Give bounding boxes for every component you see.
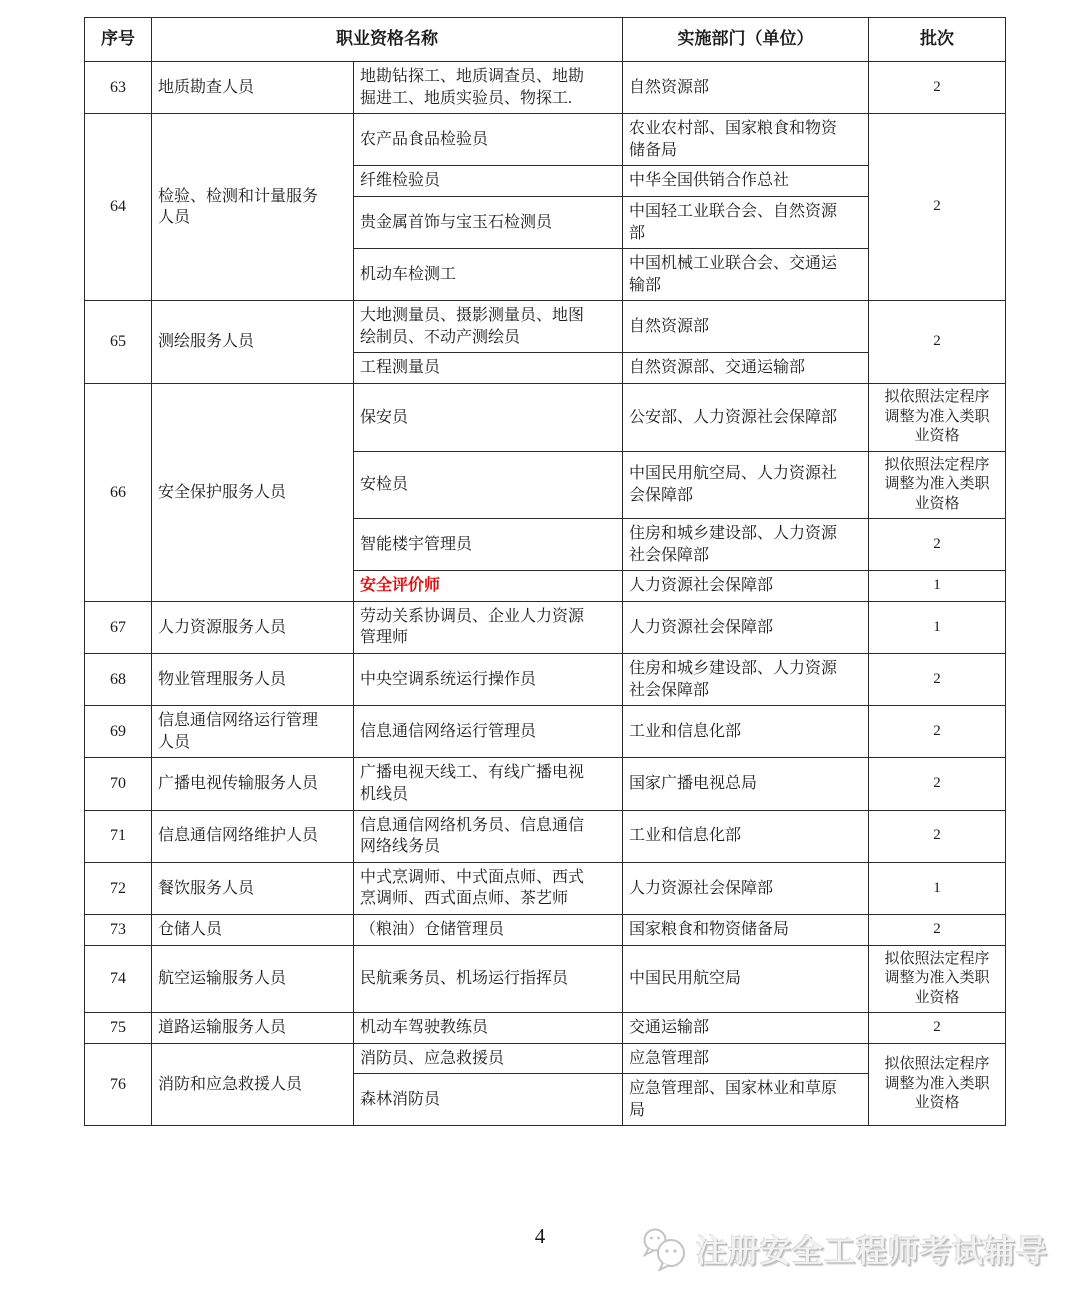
table-body <box>85 61 1006 1126</box>
cell-department: 人力资源社会保障部 <box>623 571 869 602</box>
cell-qualification-name: 机动车驾驶教练员 <box>354 1013 623 1044</box>
cell-serial-number: 68 <box>85 654 152 706</box>
cell-category-name: 地质勘查人员 <box>152 61 354 113</box>
cell-category-name: 安全保护服务人员 <box>152 384 354 602</box>
table-row <box>85 810 1006 862</box>
table-row <box>85 114 1006 166</box>
cell-department: 工业和信息化部 <box>623 706 869 758</box>
cell-serial-number: 64 <box>85 114 152 301</box>
table-header-row <box>85 18 1006 62</box>
table-row <box>85 862 1006 914</box>
cell-department: 工业和信息化部 <box>623 810 869 862</box>
cell-serial-number: 71 <box>85 810 152 862</box>
cell-qualification-name: 纤维检验员 <box>354 166 623 197</box>
table-row <box>85 914 1006 945</box>
cell-qualification-name: 广播电视天线工、有线广播电视机线员 <box>354 758 623 810</box>
cell-qualification-name: 劳动关系协调员、企业人力资源管理师 <box>354 601 623 653</box>
cell-serial-number: 65 <box>85 301 152 384</box>
cell-batch: 拟依照法定程序调整为准入类职业资格 <box>869 384 1006 452</box>
cell-qualification-name: 安全评价师 <box>354 571 623 602</box>
cell-serial-number: 72 <box>85 862 152 914</box>
cell-qualification-name: 地勘钻探工、地质调查员、地勘掘进工、地质实验员、物探工. <box>354 61 623 113</box>
table-row <box>85 601 1006 653</box>
table-row <box>85 758 1006 810</box>
cell-department: 中国机械工业联合会、交通运输部 <box>623 249 869 301</box>
header-department: 实施部门（单位） <box>623 18 869 62</box>
header-serial-number: 序号 <box>85 18 152 62</box>
cell-department: 人力资源社会保障部 <box>623 862 869 914</box>
table-row <box>85 654 1006 706</box>
cell-batch: 2 <box>869 758 1006 810</box>
table-row <box>85 945 1006 1013</box>
watermark <box>640 1226 1048 1271</box>
cell-qualification-name: 森林消防员 <box>354 1074 623 1126</box>
cell-qualification-name: 智能楼宇管理员 <box>354 519 623 571</box>
cell-department: 交通运输部 <box>623 1013 869 1044</box>
cell-category-name: 仓储人员 <box>152 914 354 945</box>
cell-department: 自然资源部、交通运输部 <box>623 353 869 384</box>
cell-batch: 拟依照法定程序调整为准入类职业资格 <box>869 1043 1006 1126</box>
cell-department: 农业农村部、国家粮食和物资储备局 <box>623 114 869 166</box>
cell-serial-number: 63 <box>85 61 152 113</box>
cell-serial-number: 70 <box>85 758 152 810</box>
watermark-text: 注册安全工程师考试辅导 <box>696 1234 1048 1269</box>
cell-batch: 2 <box>869 114 1006 301</box>
table-row <box>85 61 1006 113</box>
cell-category-name: 人力资源服务人员 <box>152 601 354 653</box>
cell-category-name: 测绘服务人员 <box>152 301 354 384</box>
cell-department: 自然资源部 <box>623 301 869 353</box>
wechat-icon <box>640 1227 688 1271</box>
cell-category-name: 物业管理服务人员 <box>152 654 354 706</box>
header-batch: 批次 <box>869 18 1006 62</box>
cell-qualification-name: 大地测量员、摄影测量员、地图绘制员、不动产测绘员 <box>354 301 623 353</box>
cell-qualification-name: 信息通信网络机务员、信息通信网络线务员 <box>354 810 623 862</box>
cell-batch: 2 <box>869 1013 1006 1044</box>
cell-qualification-name: 中式烹调师、中式面点师、西式烹调师、西式面点师、茶艺师 <box>354 862 623 914</box>
cell-department: 中国民用航空局 <box>623 945 869 1013</box>
table-row <box>85 384 1006 452</box>
qualification-table <box>84 17 1006 1126</box>
cell-batch: 2 <box>869 914 1006 945</box>
cell-qualification-name: 农产品食品检验员 <box>354 114 623 166</box>
cell-category-name: 餐饮服务人员 <box>152 862 354 914</box>
cell-batch: 2 <box>869 519 1006 571</box>
cell-qualification-name: 中央空调系统运行操作员 <box>354 654 623 706</box>
table-row <box>85 1013 1006 1044</box>
cell-category-name: 信息通信网络运行管理人员 <box>152 706 354 758</box>
cell-department: 住房和城乡建设部、人力资源社会保障部 <box>623 654 869 706</box>
cell-department: 应急管理部、国家林业和草原局 <box>623 1074 869 1126</box>
cell-serial-number: 67 <box>85 601 152 653</box>
cell-qualification-name: 民航乘务员、机场运行指挥员 <box>354 945 623 1013</box>
cell-serial-number: 74 <box>85 945 152 1013</box>
cell-qualification-name: （粮油）仓储管理员 <box>354 914 623 945</box>
cell-qualification-name: 贵金属首饰与宝玉石检测员 <box>354 196 623 248</box>
page-number: 4 <box>534 1224 546 1248</box>
cell-batch: 1 <box>869 862 1006 914</box>
cell-department: 国家广播电视总局 <box>623 758 869 810</box>
cell-batch: 2 <box>869 810 1006 862</box>
cell-serial-number: 69 <box>85 706 152 758</box>
cell-batch: 拟依照法定程序调整为准入类职业资格 <box>869 451 1006 519</box>
cell-serial-number: 66 <box>85 384 152 602</box>
cell-department: 中华全国供销合作总社 <box>623 166 869 197</box>
cell-category-name: 航空运输服务人员 <box>152 945 354 1013</box>
cell-batch: 2 <box>869 654 1006 706</box>
cell-qualification-name: 工程测量员 <box>354 353 623 384</box>
cell-batch: 1 <box>869 601 1006 653</box>
cell-department: 公安部、人力资源社会保障部 <box>623 384 869 452</box>
cell-batch: 1 <box>869 571 1006 602</box>
cell-batch: 2 <box>869 706 1006 758</box>
cell-batch: 2 <box>869 301 1006 384</box>
cell-batch: 拟依照法定程序调整为准入类职业资格 <box>869 945 1006 1013</box>
cell-department: 人力资源社会保障部 <box>623 601 869 653</box>
cell-category-name: 消防和应急救援人员 <box>152 1043 354 1126</box>
cell-category-name: 道路运输服务人员 <box>152 1013 354 1044</box>
cell-department: 中国轻工业联合会、自然资源部 <box>623 196 869 248</box>
cell-serial-number: 73 <box>85 914 152 945</box>
table-row <box>85 706 1006 758</box>
cell-qualification-name: 信息通信网络运行管理员 <box>354 706 623 758</box>
cell-qualification-name: 消防员、应急救援员 <box>354 1043 623 1074</box>
cell-department: 自然资源部 <box>623 61 869 113</box>
header-qualification-name: 职业资格名称 <box>152 18 623 62</box>
cell-department: 国家粮食和物资储备局 <box>623 914 869 945</box>
cell-category-name: 检验、检测和计量服务人员 <box>152 114 354 301</box>
cell-batch: 2 <box>869 61 1006 113</box>
table-row <box>85 301 1006 353</box>
cell-serial-number: 76 <box>85 1043 152 1126</box>
cell-department: 应急管理部 <box>623 1043 869 1074</box>
table-row <box>85 1043 1006 1074</box>
cell-qualification-name: 安检员 <box>354 451 623 519</box>
cell-serial-number: 75 <box>85 1013 152 1044</box>
cell-department: 住房和城乡建设部、人力资源社会保障部 <box>623 519 869 571</box>
cell-category-name: 信息通信网络维护人员 <box>152 810 354 862</box>
cell-qualification-name: 机动车检测工 <box>354 249 623 301</box>
cell-department: 中国民用航空局、人力资源社会保障部 <box>623 451 869 519</box>
cell-qualification-name: 保安员 <box>354 384 623 452</box>
cell-category-name: 广播电视传输服务人员 <box>152 758 354 810</box>
